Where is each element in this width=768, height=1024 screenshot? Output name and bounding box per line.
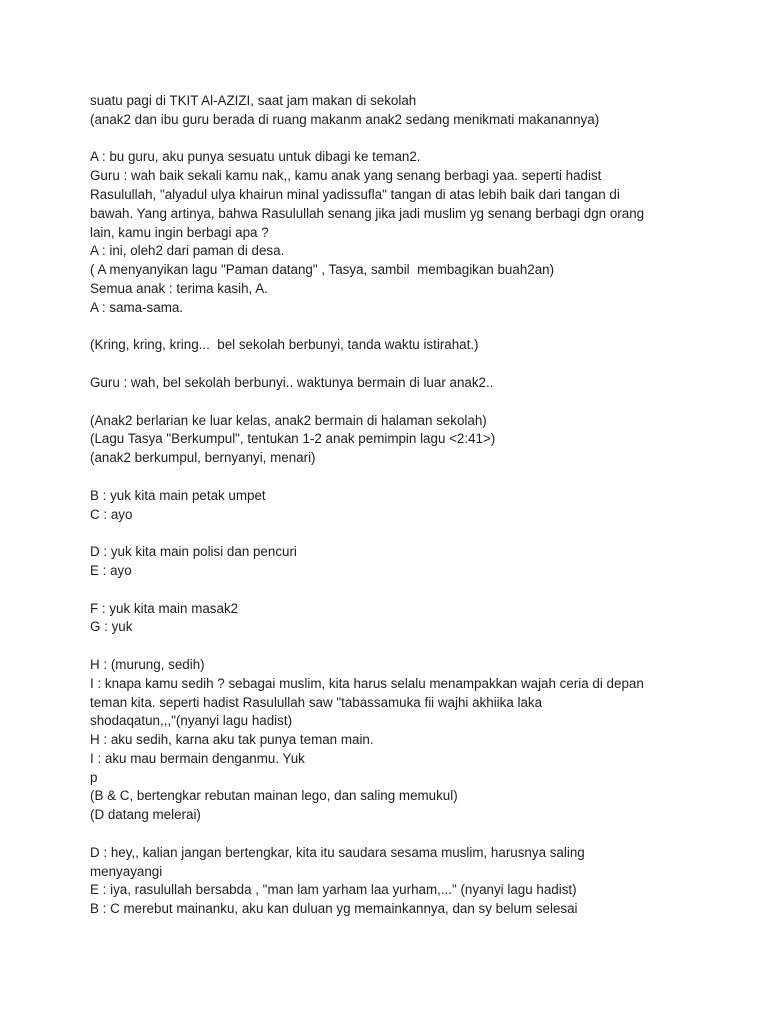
blank-line: [90, 318, 690, 337]
text-line: teman kita. seperti hadist Rasulullah saw "tabassamuka fii wajhi akhiika laka: [90, 694, 543, 710]
text-line: G : yuk: [90, 619, 133, 635]
text-line: (anak2 dan ibu guru berada di ruang makanm anak2 sedang menikmati makanannya): [90, 111, 600, 127]
text-line: E : iya, rasulullah bersabda , "man lam yarham laa yurham,..." (nyanyi lagu hadist): [90, 882, 577, 898]
text-line: A : sama-sama.: [90, 299, 184, 315]
text-line: Semua anak : terima kasih, A.: [90, 280, 268, 296]
document-text: [90, 92, 690, 919]
text-line: A : bu guru, aku punya sesuatu untuk dibagi ke teman2.: [90, 149, 421, 165]
text-line: shodaqatun,,,"(nyanyi lagu hadist): [90, 713, 293, 729]
text-line: lain, kamu ingin berbagi apa ?: [90, 224, 269, 240]
text-line: F : yuk kita main masak2: [90, 600, 239, 616]
text-line: A : ini, oleh2 dari paman di desa.: [90, 243, 285, 259]
blank-line: [90, 393, 690, 412]
text-line: H : aku sedih, karna aku tak punya teman main.: [90, 732, 374, 748]
text-line: menyayangi: [90, 863, 163, 879]
text-line: Guru : wah baik sekali kamu nak,, kamu anak yang senang berbagi yaa. seperti hadist: [90, 168, 602, 184]
text-line: Rasulullah, "alyadul ulya khairun minal yadissufla" tangan di atas lebih baik dari tangan di: [90, 186, 620, 202]
text-line: (Lagu Tasya "Berkumpul", tentukan 1-2 anak pemimpin lagu <2:41>): [90, 431, 496, 447]
text-line: B : C merebut mainanku, aku kan duluan yg memainkannya, dan sy belum selesai: [90, 901, 578, 917]
text-line: (Anak2 berlarian ke luar kelas, anak2 bermain di halaman sekolah): [90, 412, 487, 428]
text-line: B : yuk kita main petak umpet: [90, 487, 266, 503]
text-line: I : aku mau bermain denganmu. Yuk: [90, 750, 305, 766]
text-line: suatu pagi di TKIT Al-AZIZI, saat jam makan di sekolah: [90, 93, 417, 108]
text-line: E : ayo: [90, 562, 132, 578]
text-line: (anak2 berkumpul, bernyanyi, menari): [90, 450, 316, 466]
text-line: H : (murung, sedih): [90, 656, 205, 672]
text-line: C : ayo: [90, 506, 133, 522]
text-line: bawah. Yang artinya, bahwa Rasulullah senang jika jadi muslim yg senang berbagi dgn orang: [90, 205, 645, 221]
text-line: D : hey,, kalian jangan bertengkar, kita itu saudara sesama muslim, harusnya saling: [90, 844, 585, 860]
text-line: (D datang melerai): [90, 807, 201, 823]
blank-line: [90, 825, 690, 844]
text-line: (Kring, kring, kring... bel sekolah berbunyi, tanda waktu istirahat.): [90, 337, 479, 353]
blank-line: [90, 524, 690, 543]
blank-line: [90, 581, 690, 600]
blank-line: [90, 468, 690, 487]
text-line: Guru : wah, bel sekolah berbunyi.. waktunya bermain di luar anak2..: [90, 374, 494, 390]
blank-line: [90, 355, 690, 374]
blank-line: [90, 130, 690, 149]
text-line: D : yuk kita main polisi dan pencuri: [90, 544, 297, 560]
text-line: (B & C, bertengkar rebutan mainan lego, dan saling memukul): [90, 788, 458, 804]
text-line: I : knapa kamu sedih ? sebagai muslim, kita harus selalu menampakkan wajah ceria di depan: [90, 675, 644, 691]
blank-line: [90, 637, 690, 656]
text-line: p: [90, 769, 98, 785]
text-line: ( A menyanyikan lagu "Paman datang" , Tasya, sambil membagikan buah2an): [90, 262, 555, 278]
